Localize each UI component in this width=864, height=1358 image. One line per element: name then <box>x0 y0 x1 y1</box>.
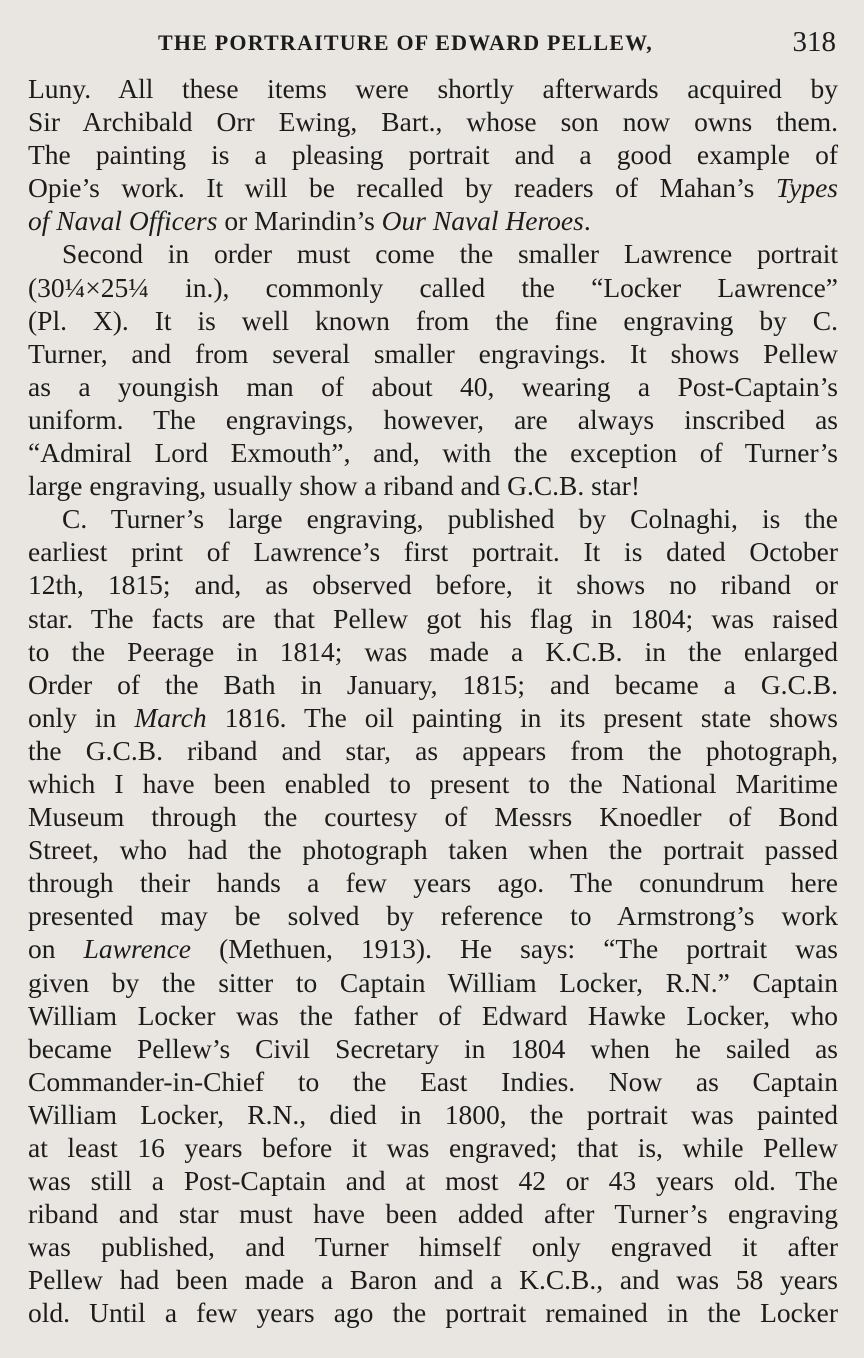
text-line: 12th, 1815; and, as observed before, it shows no riband or <box>28 569 838 601</box>
text-line: at least 16 years before it was engraved; that is, while Pellew <box>28 1132 838 1163</box>
text-line: C. Turner’s large engraving, published by Colnaghi, is the <box>62 503 838 535</box>
text-line: which I have been enabled to present to the National Maritime <box>28 767 838 799</box>
text-line: as a youngish man of about 40, wearing a Post-Captain’s <box>28 370 838 402</box>
page-header <box>150 26 836 62</box>
text-line: to the Peerage in 1814; was made a K.C.B. in the enlarged <box>28 635 838 667</box>
text-line: star. The facts are that Pellew got his flag in 1804; was raised <box>28 602 838 634</box>
text-line: (30¼×25¼ in.), commonly called the “Locker Lawrence” <box>28 271 838 303</box>
text-line: Opie’s work. It will be recalled by readers of Mahan’s Types <box>28 172 838 204</box>
text-line: was published, and Turner himself only engraved it after <box>28 1231 838 1263</box>
text-line: presented may be solved by reference to Armstrong’s work <box>28 900 838 932</box>
text-line: uniform. The engravings, however, are always inscribed as <box>28 403 838 435</box>
text-line: Commander-in-Chief to the East Indies. Now as Captain <box>28 1065 838 1097</box>
text-line: riband and star must have been added after Turner’s engraving <box>28 1198 838 1230</box>
text-line: became Pellew’s Civil Secretary in 1804 when he sailed as <box>28 1032 838 1064</box>
text-line: Museum through the courtesy of Messrs Knoedler of Bond <box>28 801 838 833</box>
text-line: William Locker was the father of Edward Hawke Locker, who <box>28 999 838 1031</box>
text-line: Luny. All these items were shortly afterwards acquired by <box>28 73 838 104</box>
text-line: Pellew had been made a Baron and a K.C.B., and was 58 years <box>28 1264 838 1296</box>
running-title: THE PORTRAITURE OF EDWARD PELLEW, <box>158 30 653 55</box>
text-line: Second in order must come the smaller Lawrence portrait <box>62 238 838 270</box>
text-line: through their hands a few years ago. The conundrum here <box>28 867 838 899</box>
text-line: was still a Post-Captain and at most 42 or 43 years old. The <box>28 1165 838 1197</box>
text-line: large engraving, usually show a riband and G.C.B. star! <box>28 470 640 502</box>
text-line: Order of the Bath in January, 1815; and became a G.C.B. <box>28 668 838 700</box>
text-line: of Naval Officers or Marindin’s Our Naval Heroes. <box>28 205 591 237</box>
text-line: the G.C.B. riband and star, as appears from the photograph, <box>28 734 838 766</box>
text-line: “Admiral Lord Exmouth”, and, with the exception of Turner’s <box>28 437 838 469</box>
text-line: Turner, and from several smaller engravings. It shows Pellew <box>28 337 838 369</box>
page-number: 318 <box>792 26 836 58</box>
text-line: Street, who had the photograph taken when the portrait passed <box>28 834 838 866</box>
text-line: Sir Archibald Orr Ewing, Bart., whose son now owns them. <box>28 106 838 138</box>
text-line: (Pl. X). It is well known from the fine engraving by C. <box>28 304 838 336</box>
text-line: William Locker, R.N., died in 1800, the portrait was painted <box>28 1098 838 1130</box>
text-line: earliest print of Lawrence’s first portrait. It is dated October <box>28 536 838 568</box>
body-text <box>28 72 838 1330</box>
text-line: The painting is a pleasing portrait and a good example of <box>28 139 838 171</box>
text-line: given by the sitter to Captain William Locker, R.N.” Captain <box>28 966 838 998</box>
text-line: on Lawrence (Methuen, 1913). He says: “The portrait was <box>28 933 838 965</box>
text-line: old. Until a few years ago the portrait remained in the Locker <box>28 1297 838 1329</box>
text-line: only in March 1816. The oil painting in its present state shows <box>28 701 839 733</box>
